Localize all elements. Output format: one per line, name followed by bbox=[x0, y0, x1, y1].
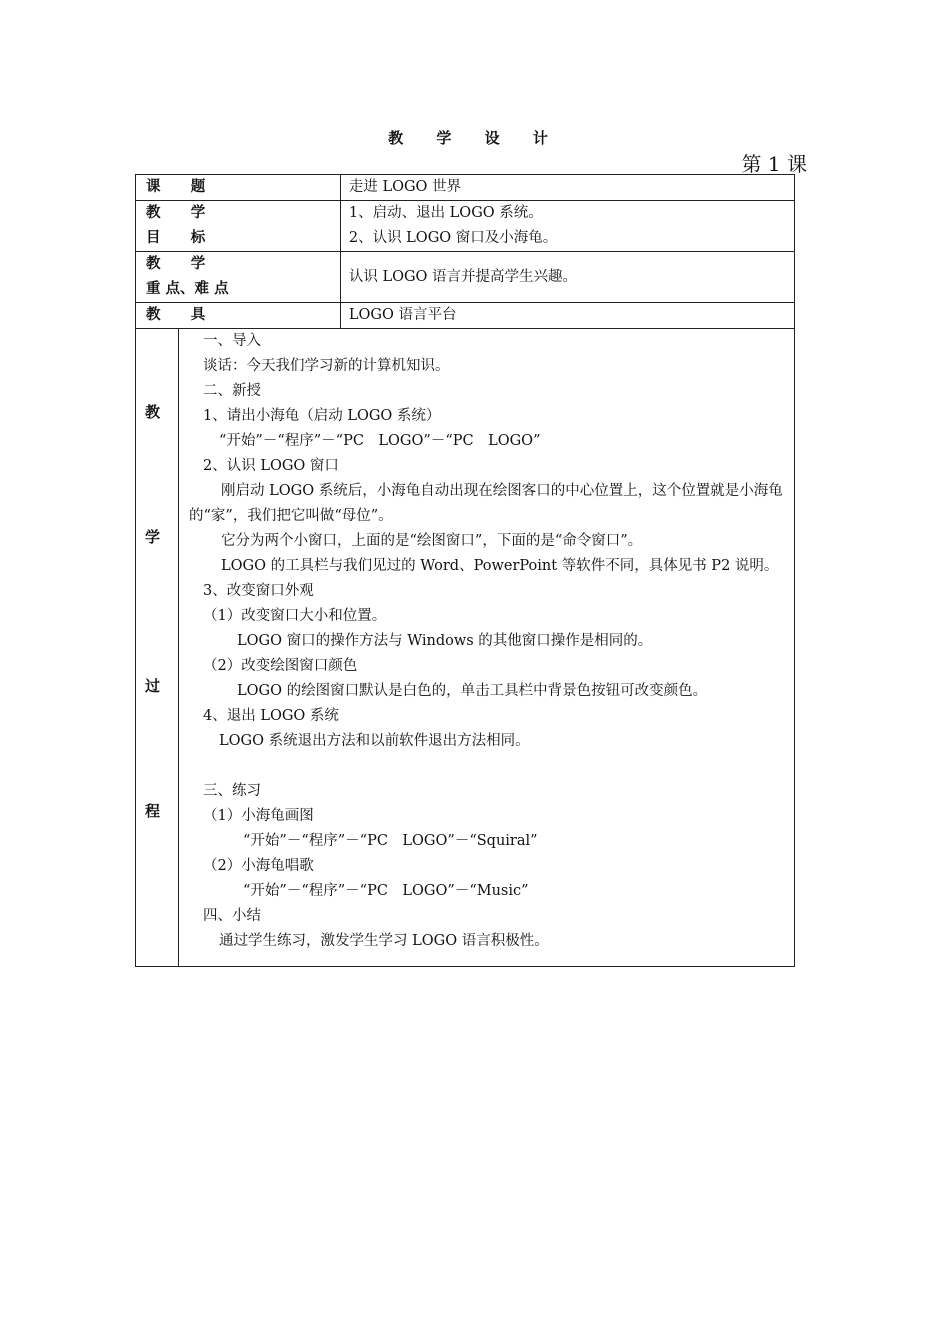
process-text: LOGO 的绘图窗口默认是白色的，单击工具栏中背景色按钮可改变颜色。 bbox=[237, 683, 708, 699]
lesson-plan-table bbox=[135, 174, 795, 967]
blank-line bbox=[189, 754, 788, 779]
process-paragraph: 刚启动 LOGO 系统后，小海龟自动出现在绘图客口的中心位置上，这个位置就是小海龟的“家”，我们把它叫做“母位”。 bbox=[189, 483, 783, 524]
key-points-label-char-1: 教 bbox=[146, 256, 161, 272]
key-points-label-line-2: 重 点、难 点 bbox=[146, 281, 229, 297]
process-paragraph: LOGO 的工具栏与我们见过的 Word、PowerPoint 等软件不同，具体见书 P2 说明。 bbox=[221, 558, 779, 574]
process-label bbox=[136, 329, 179, 967]
goals-row bbox=[136, 201, 795, 252]
goal-item: 2、认识 LOGO 窗口及小海龟。 bbox=[348, 230, 558, 246]
process-text: LOGO 系统退出方法和以前软件退出方法相同。 bbox=[219, 733, 530, 749]
key-points-row bbox=[136, 252, 795, 303]
process-text: （2）小海龟唱歌 bbox=[203, 858, 314, 874]
section-heading: 四、小结 bbox=[203, 908, 261, 924]
lesson-number: 第 1 课 bbox=[741, 152, 807, 176]
topic-value: 走进 LOGO 世界 bbox=[340, 175, 794, 201]
process-row bbox=[136, 329, 795, 967]
section-heading: 二、新授 bbox=[203, 383, 261, 399]
tools-label-char-1: 教 bbox=[146, 307, 161, 323]
tools-value: LOGO 语言平台 bbox=[340, 303, 794, 329]
process-text: 3、改变窗口外观 bbox=[203, 583, 314, 599]
tools-label-char-2: 具 bbox=[190, 307, 206, 323]
topic-label-char-1: 课 bbox=[146, 179, 161, 195]
process-text: 2、认识 LOGO 窗口 bbox=[203, 458, 339, 474]
goals-label-char-2: 学 bbox=[190, 205, 206, 221]
process-content bbox=[179, 329, 795, 967]
process-label-char: 教 bbox=[145, 403, 161, 421]
goals-label-char-3: 目 bbox=[146, 230, 161, 246]
process-text: 4、退出 LOGO 系统 bbox=[203, 708, 339, 724]
key-points-label-char-2: 学 bbox=[190, 256, 206, 272]
goals-label-char-1: 教 bbox=[146, 205, 161, 221]
process-label-char: 程 bbox=[145, 802, 161, 820]
document-title: 教 学 设 计 bbox=[388, 129, 562, 147]
process-text: （1）改变窗口大小和位置。 bbox=[203, 608, 387, 624]
process-text: 通过学生练习，激发学生学习 LOGO 语言积极性。 bbox=[219, 933, 549, 949]
goal-item: 1、启动、退出 LOGO 系统。 bbox=[348, 205, 543, 221]
process-paragraph: 它分为两个小窗口，上面的是“绘图窗口”，下面的是“命令窗口”。 bbox=[221, 533, 643, 549]
process-text: 1、请出小海龟（启动 LOGO 系统） bbox=[203, 408, 441, 424]
goals-label bbox=[136, 201, 341, 252]
topic-label-char-2: 题 bbox=[190, 179, 206, 195]
process-text: LOGO 窗口的操作方法与 Windows 的其他窗口操作是相同的。 bbox=[237, 633, 653, 649]
process-text: （2）改变绘图窗口颜色 bbox=[203, 658, 358, 674]
process-label-char: 过 bbox=[145, 677, 161, 695]
topic-label bbox=[136, 175, 341, 201]
goals-value bbox=[340, 201, 794, 252]
process-text: 谈话：今天我们学习新的计算机知识。 bbox=[203, 358, 450, 374]
process-text: “开始”－“程序”－“PC LOGO”－“Music” bbox=[243, 883, 529, 899]
process-label-char: 学 bbox=[145, 528, 161, 546]
tools-row bbox=[136, 303, 795, 329]
tools-label bbox=[136, 303, 341, 329]
key-points-value: 认识 LOGO 语言并提高学生兴趣。 bbox=[340, 252, 794, 303]
process-text: “开始”－“程序”－“PC LOGO”－“Squiral” bbox=[243, 833, 538, 849]
section-heading: 一、导入 bbox=[203, 333, 261, 349]
key-points-label bbox=[136, 252, 341, 303]
goals-label-char-4: 标 bbox=[190, 230, 206, 246]
process-text: “开始”－“程序”－“PC LOGO”－“PC LOGO” bbox=[219, 433, 541, 449]
process-text: （1）小海龟画图 bbox=[203, 808, 314, 824]
section-heading: 三、练习 bbox=[203, 783, 261, 799]
topic-row bbox=[136, 175, 795, 201]
